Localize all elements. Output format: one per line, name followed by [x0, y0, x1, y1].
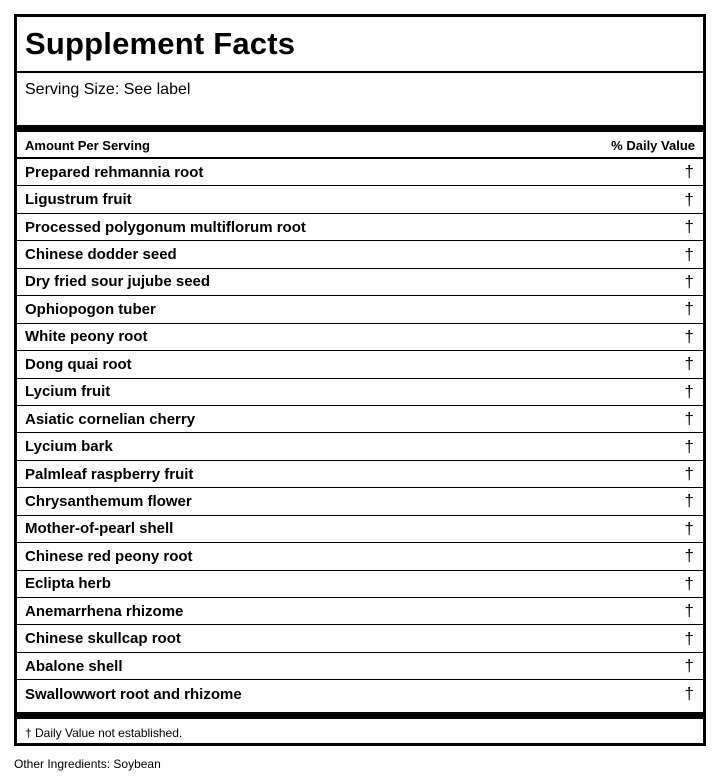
- ingredient-name: Anemarrhena rhizome: [25, 602, 184, 620]
- ingredient-row: [17, 543, 703, 570]
- ingredient-daily-value: †: [684, 573, 694, 593]
- ingredient-daily-value: †: [684, 217, 694, 237]
- ingredient-daily-value: †: [684, 189, 694, 209]
- ingredient-daily-value: †: [684, 518, 694, 538]
- ingredient-daily-value: †: [684, 326, 694, 346]
- daily-value-header: % Daily Value: [611, 138, 695, 153]
- column-header-row: [17, 132, 703, 159]
- ingredient-name: Dong quai root: [25, 355, 132, 373]
- ingredient-row: [17, 324, 703, 351]
- ingredient-daily-value: †: [684, 656, 694, 676]
- ingredient-name: Swallowwort root and rhizome: [25, 685, 242, 703]
- ingredient-row: [17, 241, 703, 268]
- ingredient-row: [17, 488, 703, 515]
- ingredient-daily-value: †: [684, 271, 694, 291]
- panel-title: Supplement Facts: [17, 17, 703, 73]
- other-ingredients: Other Ingredients: Soybean: [14, 757, 161, 771]
- ingredient-name: Ophiopogon tuber: [25, 300, 156, 318]
- ingredient-daily-value: †: [684, 684, 694, 704]
- thick-divider-bottom: [17, 712, 703, 719]
- ingredient-daily-value: †: [684, 162, 694, 182]
- ingredient-daily-value: †: [684, 354, 694, 374]
- ingredient-name: Chinese dodder seed: [25, 246, 177, 264]
- ingredient-row: [17, 461, 703, 488]
- ingredient-name: Palmleaf raspberry fruit: [25, 465, 194, 483]
- ingredient-name: Dry fried sour jujube seed: [25, 273, 211, 291]
- serving-size: Serving Size: See label: [25, 81, 191, 98]
- ingredient-row: [17, 653, 703, 680]
- ingredient-row: [17, 296, 703, 323]
- footnote: † Daily Value not established.: [25, 725, 183, 740]
- ingredient-row: [17, 598, 703, 625]
- ingredient-name: Chinese red peony root: [25, 547, 193, 565]
- ingredient-daily-value: †: [684, 381, 694, 401]
- ingredient-row: [17, 516, 703, 543]
- ingredient-daily-value: †: [684, 628, 694, 648]
- ingredient-row: [17, 269, 703, 296]
- ingredient-row: [17, 379, 703, 406]
- ingredient-name: Prepared rehmannia root: [25, 163, 204, 181]
- ingredient-row: [17, 351, 703, 378]
- ingredient-name: Chrysanthemum flower: [25, 492, 192, 510]
- ingredient-daily-value: †: [684, 299, 694, 319]
- ingredient-daily-value: †: [684, 244, 694, 264]
- ingredient-name: Eclipta herb: [25, 575, 111, 593]
- ingredient-list: [17, 159, 703, 708]
- ingredient-daily-value: †: [684, 491, 694, 511]
- ingredient-name: Lycium fruit: [25, 383, 111, 401]
- thick-divider-top: [17, 125, 703, 132]
- ingredient-daily-value: †: [684, 409, 694, 429]
- ingredient-name: Chinese skullcap root: [25, 630, 181, 648]
- supplement-facts-panel: [14, 14, 706, 746]
- ingredient-name: Mother-of-pearl shell: [25, 520, 174, 538]
- amount-per-serving-header: Amount Per Serving: [25, 138, 150, 153]
- ingredient-name: Lycium bark: [25, 438, 113, 456]
- ingredient-row: [17, 680, 703, 707]
- ingredient-name: Abalone shell: [25, 657, 123, 675]
- ingredient-row: [17, 159, 703, 186]
- ingredient-name: Processed polygonum multiflorum root: [25, 218, 306, 236]
- ingredient-row: [17, 406, 703, 433]
- ingredient-row: [17, 214, 703, 241]
- ingredient-daily-value: †: [684, 601, 694, 621]
- ingredient-name: White peony root: [25, 328, 148, 346]
- ingredient-daily-value: †: [684, 464, 694, 484]
- ingredient-row: [17, 433, 703, 460]
- ingredient-name: Asiatic cornelian cherry: [25, 410, 196, 428]
- ingredient-name: Ligustrum fruit: [25, 191, 132, 209]
- ingredient-daily-value: †: [684, 436, 694, 456]
- ingredient-row: [17, 571, 703, 598]
- ingredient-row: [17, 186, 703, 213]
- ingredient-row: [17, 625, 703, 652]
- ingredient-daily-value: †: [684, 546, 694, 566]
